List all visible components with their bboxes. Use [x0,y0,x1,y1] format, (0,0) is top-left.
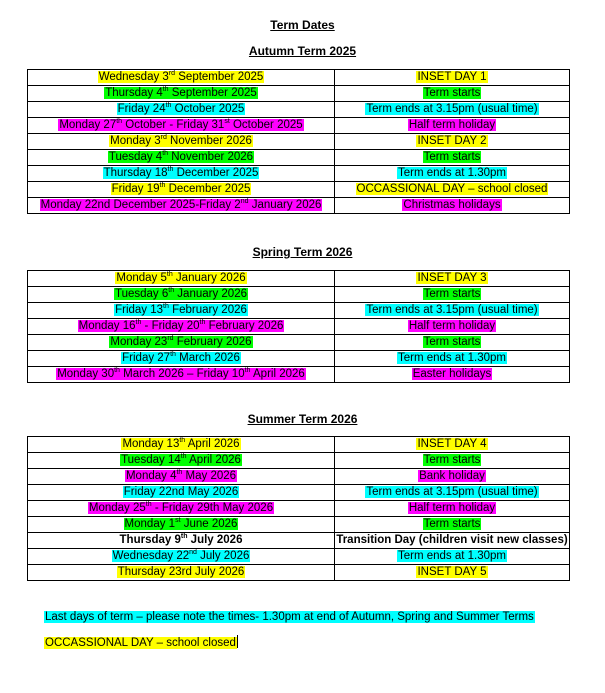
term-heading-summer: Summer Term 2026 [247,412,358,426]
date-cell [28,549,335,565]
date-ordinal-suffix: th [116,118,123,126]
event-cell [335,501,570,517]
date-text [109,135,253,147]
date-cell [28,565,335,581]
table-row [28,86,570,102]
date-text-part: Friday 27 [122,352,171,364]
date-ordinal-suffix: th [168,287,175,295]
event-cell [335,118,570,134]
table-row [28,118,570,134]
date-text-part: September 2025 [168,87,257,99]
table-row [28,70,570,86]
date-text-part: Thursday 4 [105,87,163,99]
date-text-part: May 2026 [182,470,237,482]
note-occasional-text: OCCASSIONAL DAY – school closed [45,637,236,649]
date-text [108,151,254,163]
date-text-part: Monday 25 [88,502,146,514]
term-heading-autumn: Autumn Term 2025 [248,44,357,58]
table-row [28,303,570,319]
date-text-part: Monday 5 [116,272,167,284]
table-row [28,271,570,287]
date-text-part: December 2025 [173,167,259,179]
date-text-part: February 2026 [168,304,247,316]
date-text-part: - Friday 20 [141,320,200,332]
date-text [98,71,265,83]
event-cell [335,287,570,303]
date-text-part: December 2025 [165,183,251,195]
event-cell [335,271,570,287]
date-text-part: Monday 3 [110,135,161,147]
event-cell [335,303,570,319]
date-text-part: Friday 19 [111,183,160,195]
event-cell [335,565,570,581]
term-table-autumn [27,69,570,214]
event-text: Term ends at 1.30pm [397,550,507,562]
date-ordinal-suffix: th [166,271,173,279]
event-cell [335,182,570,198]
date-text-part: March 2026 [175,352,240,364]
note-occasional[interactable] [44,635,238,651]
date-cell [28,150,335,166]
date-text [114,288,248,300]
date-ordinal-suffix: th [165,102,172,110]
note-last-days-text: Last days of term – please note the times- 1.30pm at end of Autumn, Spring and Summer Terms [45,611,534,623]
date-cell [28,86,335,102]
event-cell [335,437,570,453]
date-ordinal-suffix: st [175,517,181,525]
event-cell [335,166,570,182]
date-ordinal-suffix: th [180,453,187,461]
event-text: Easter holidays [412,368,492,380]
event-text: INSET DAY 4 [417,438,487,450]
date-text-part: Tuesday 6 [114,288,169,300]
date-ordinal-suffix: nd [189,549,197,557]
date-text-part: July 2026 [196,550,250,562]
event-cell [335,485,570,501]
event-text: INSET DAY 3 [417,272,487,284]
date-ordinal-suffix: th [135,319,142,327]
date-text-part: January 2026 [248,199,322,211]
date-text-part: April 2026 [186,454,241,466]
event-text: Term starts [423,87,481,99]
date-cell [28,517,335,533]
date-text-part: October 2025 [229,119,303,131]
date-ordinal-suffix: th [244,367,251,375]
table-row [28,198,570,214]
event-cell [335,549,570,565]
date-text-part: Friday 22nd May 2026 [123,486,239,498]
date-text-part: Friday 13 [115,304,164,316]
date-ordinal-suffix: th [176,469,183,477]
date-cell [28,437,335,453]
date-ordinal-suffix: th [145,501,152,509]
date-text-part: Monday 4 [125,470,177,482]
date-ordinal-suffix: rd [160,134,167,142]
table-row [28,501,570,517]
date-ordinal-suffix: st [224,118,230,126]
event-cell [335,150,570,166]
date-text [123,486,239,498]
event-text: Term ends at 1.30pm [397,167,507,179]
event-cell [335,335,570,351]
note-last-days [44,610,535,625]
date-cell [28,303,335,319]
date-text [78,320,285,332]
table-row [28,367,570,383]
table-row [28,335,570,351]
term-table-spring [27,270,570,383]
event-cell [335,351,570,367]
date-text [56,368,306,380]
date-cell [28,287,335,303]
event-text: Term ends at 3.15pm (usual time) [366,304,538,316]
text-cursor [237,635,238,648]
term-table-summer [27,436,570,581]
date-text-part: Tuesday 4 [108,151,163,163]
date-ordinal-suffix: rd [167,335,174,343]
table-row [28,517,570,533]
event-text: Transition Day (children visit new classes) [336,534,568,546]
date-text-part: November 2026 [166,135,252,147]
date-ordinal-suffix: th [159,182,166,190]
date-cell [28,335,335,351]
date-text-part: Thursday 18 [103,167,168,179]
date-text-part: January 2026 [172,272,246,284]
event-cell [335,70,570,86]
date-text-part: Tuesday 14 [121,454,181,466]
date-cell [28,198,335,214]
event-cell [335,367,570,383]
date-text [111,183,252,195]
date-ordinal-suffix: th [162,86,169,94]
event-cell [335,319,570,335]
date-text-part: October 2025 [171,103,245,115]
date-text-part: January 2026 [174,288,247,300]
date-text [117,103,246,115]
date-text-part: Monday 16 [78,320,136,332]
table-row [28,453,570,469]
date-text [120,454,242,466]
date-text [58,119,303,131]
event-text: Term starts [423,288,481,300]
date-ordinal-suffix: th [179,437,186,445]
date-ordinal-suffix: nd [240,198,249,206]
date-cell [28,102,335,118]
date-ordinal-suffix: th [180,533,188,541]
event-cell [335,533,570,549]
date-cell [28,182,335,198]
date-text-part: Monday 13 [122,438,180,450]
event-cell [335,134,570,150]
date-text [109,336,252,348]
event-text: Term starts [423,454,481,466]
date-text-part: Friday 24 [117,103,166,115]
date-cell [28,319,335,335]
date-cell [28,351,335,367]
event-text: INSET DAY 5 [417,566,487,578]
table-row [28,102,570,118]
date-cell [28,367,335,383]
date-text-part: March 2026 – Friday 10 [119,368,245,380]
date-text [117,566,246,578]
date-ordinal-suffix: th [170,351,176,359]
date-text-part: November 2026 [168,151,254,163]
date-text-part: Wednesday 3 [98,71,169,83]
date-text [121,352,241,364]
date-text [40,199,323,211]
event-text: Term ends at 1.30pm [397,352,507,364]
date-ordinal-suffix: th [199,319,206,327]
table-row [28,533,570,549]
event-cell [335,198,570,214]
date-text [119,534,244,546]
event-cell [335,517,570,533]
date-cell [28,70,335,86]
date-text [88,502,274,514]
term-heading-spring: Spring Term 2026 [252,245,353,259]
date-text-part: Monday 22nd December 2025-Friday 2 [40,199,241,211]
event-text: Term starts [423,336,481,348]
event-text: Christmas holidays [403,199,501,211]
date-ordinal-suffix: rd [168,70,176,78]
date-text [114,304,248,316]
date-cell [28,501,335,517]
event-text: Half term holiday [408,320,496,332]
event-text: Half term holiday [408,119,496,131]
date-cell [28,118,335,134]
date-cell [28,271,335,287]
date-cell [28,134,335,150]
date-text-part: Monday 1 [124,518,176,530]
event-text: Half term holiday [408,502,496,514]
date-ordinal-suffix: th [167,166,174,174]
date-text [121,438,240,450]
table-row [28,287,570,303]
date-text-part: July 2026 [187,534,243,546]
date-ordinal-suffix: th [114,367,120,375]
date-text-part: October - Friday 31 [122,119,225,131]
table-row [28,485,570,501]
date-text [112,550,251,562]
date-text-part: June 2026 [180,518,238,530]
table-row [28,549,570,565]
date-text-part: April 2026 [185,438,240,450]
date-text-part: February 2026 [173,336,252,348]
event-cell [335,469,570,485]
date-cell [28,166,335,182]
table-row [28,565,570,581]
date-text-part: Thursday 9 [119,534,181,546]
event-cell [335,453,570,469]
event-cell [335,102,570,118]
date-ordinal-suffix: th [162,150,169,158]
table-row [28,351,570,367]
event-text: INSET DAY 1 [417,71,487,83]
event-text: Term ends at 3.15pm (usual time) [366,103,538,115]
page-title: Term Dates [270,18,335,32]
event-text: OCCASSIONAL DAY – school closed [356,183,548,195]
event-text: Term ends at 3.15pm (usual time) [366,486,538,498]
date-cell [28,469,335,485]
date-text-part: September 2025 [175,71,264,83]
date-text-part: - Friday 29th May 2026 [151,502,274,514]
table-row [28,437,570,453]
table-row [28,134,570,150]
table-row [28,182,570,198]
table-row [28,166,570,182]
date-text [124,518,239,530]
table-row [28,150,570,166]
date-text [125,470,237,482]
date-text-part: April 2026 [250,368,305,380]
event-text: Term starts [423,151,481,163]
event-text: INSET DAY 2 [417,135,487,147]
date-text [104,87,258,99]
date-text [103,167,260,179]
table-row [28,319,570,335]
date-text-part: Monday 23 [110,336,168,348]
table-row [28,469,570,485]
date-ordinal-suffix: th [163,303,169,311]
event-text: Term starts [423,518,481,530]
event-cell [335,86,570,102]
date-text [115,272,246,284]
date-text-part: Wednesday 22 [112,550,190,562]
date-cell [28,453,335,469]
date-text-part: Monday 30 [57,368,115,380]
event-text: Bank holiday [419,470,485,482]
date-cell [28,485,335,501]
date-text-part: February 2026 [205,320,284,332]
date-text-part: Thursday 23rd July 2026 [117,566,245,578]
date-cell [28,533,335,549]
date-text-part: Monday 27 [59,119,117,131]
